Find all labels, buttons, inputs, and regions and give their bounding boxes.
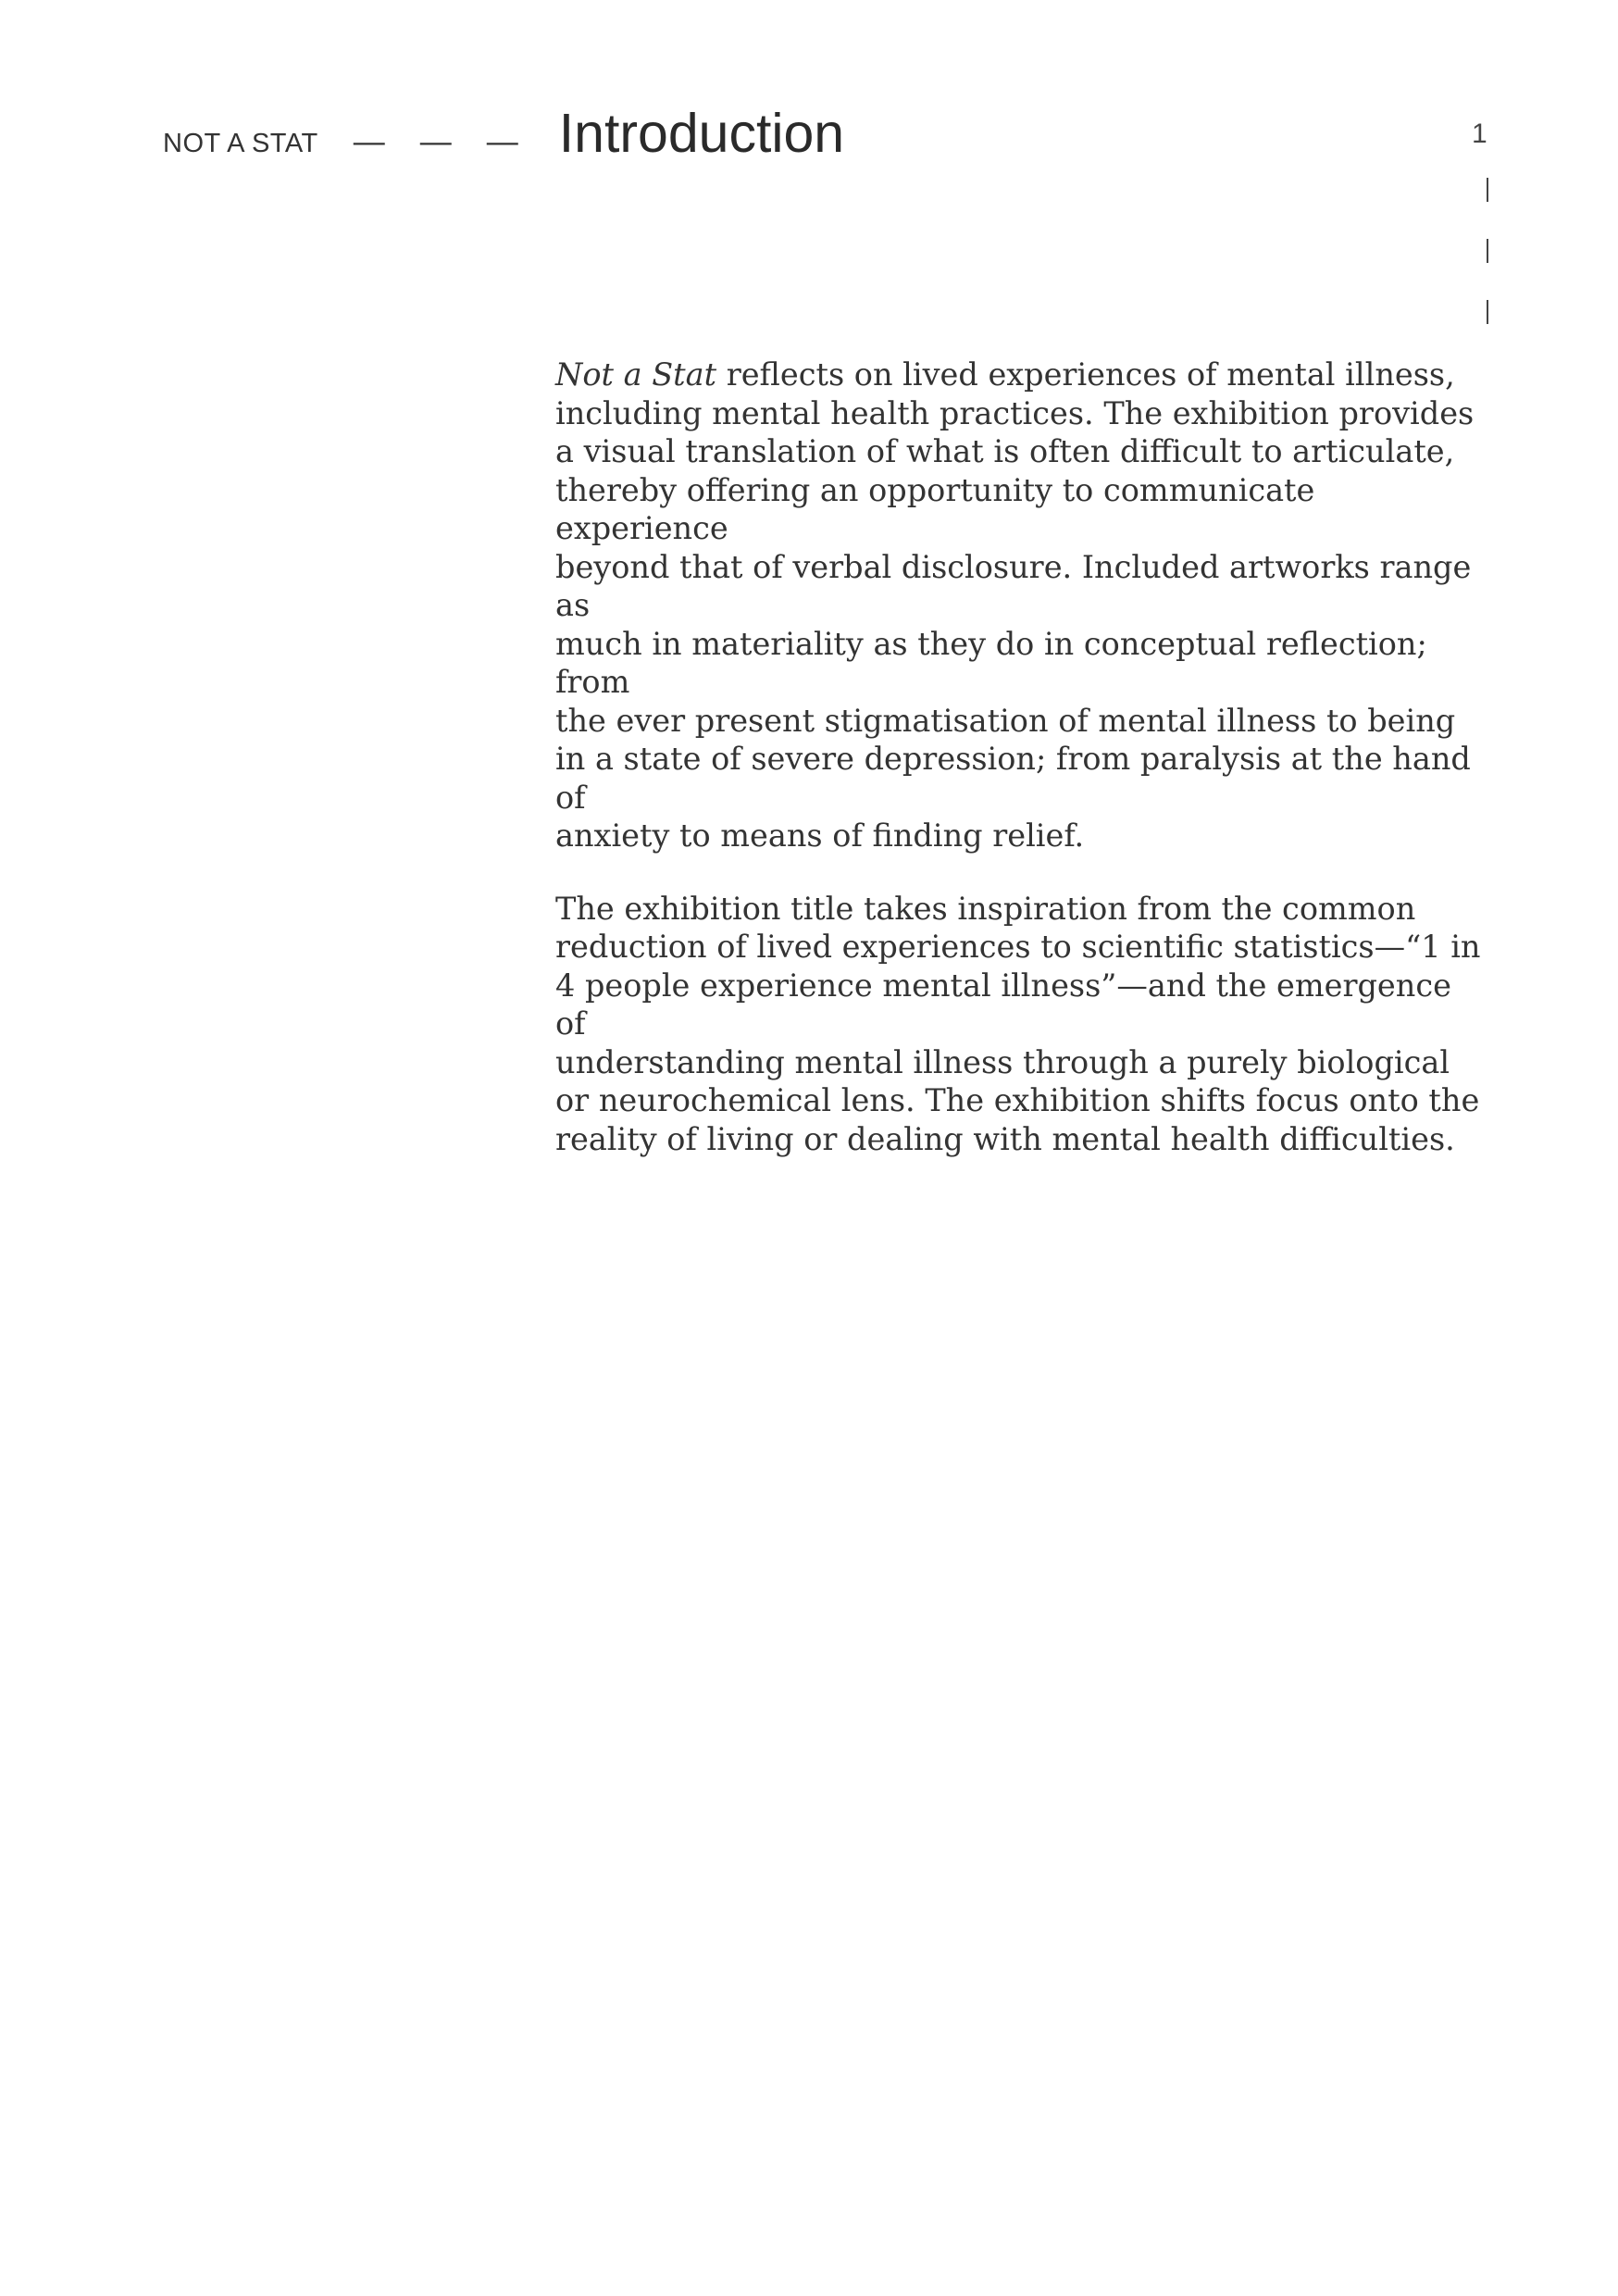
intro-paragraph-1: [555, 356, 1490, 855]
text-line: thereby offering an opportunity to communicate experience: [555, 471, 1315, 546]
intro-paragraph-2: [555, 890, 1490, 1159]
text-line: in a state of severe depression; from paralysis at the hand of: [555, 741, 1471, 816]
page-number: 1: [1472, 119, 1487, 149]
text-line: reality of living or dealing with mental health difficulties.: [555, 1120, 1455, 1157]
text-line: understanding mental illness through a purely biological: [555, 1043, 1450, 1080]
text-line: anxiety to means of finding relief.: [555, 817, 1085, 854]
header-dash: —: [353, 124, 385, 159]
page-mark: [1487, 178, 1488, 202]
text-line: much in materiality as they do in conceptual reflection; from: [555, 625, 1427, 700]
header-dash: —: [419, 124, 452, 159]
text-line: reduction of lived experiences to scientific statistics—“1 in: [555, 929, 1481, 965]
page-mark: [1487, 239, 1488, 263]
header-dash: —: [486, 124, 518, 159]
text-line: The exhibition title takes inspiration from the common: [555, 890, 1416, 927]
exhibition-title-italic: Not a Stat: [555, 356, 717, 393]
text-line: the ever present stigmatisation of mental illness to being: [555, 702, 1456, 739]
text-line: or neurochemical lens. The exhibition shifts focus onto the: [555, 1082, 1480, 1118]
text-line: beyond that of verbal disclosure. Included artworks range as: [555, 548, 1472, 623]
section-title: Introduction: [558, 103, 845, 164]
publication-title: NOT A STAT: [163, 129, 318, 158]
text-line: a visual translation of what is often difficult to articulate,: [555, 433, 1455, 469]
text-line: reflects on lived experiences of mental illness,: [716, 356, 1455, 393]
intro-body: [555, 356, 1490, 1192]
page-mark: [1487, 300, 1488, 324]
text-line: 4 people experience mental illness”—and the emergence of: [555, 967, 1451, 1042]
text-line: including mental health practices. The exhibition provides: [555, 394, 1475, 431]
page-header: [163, 102, 844, 165]
page-marks: [1487, 178, 1488, 361]
